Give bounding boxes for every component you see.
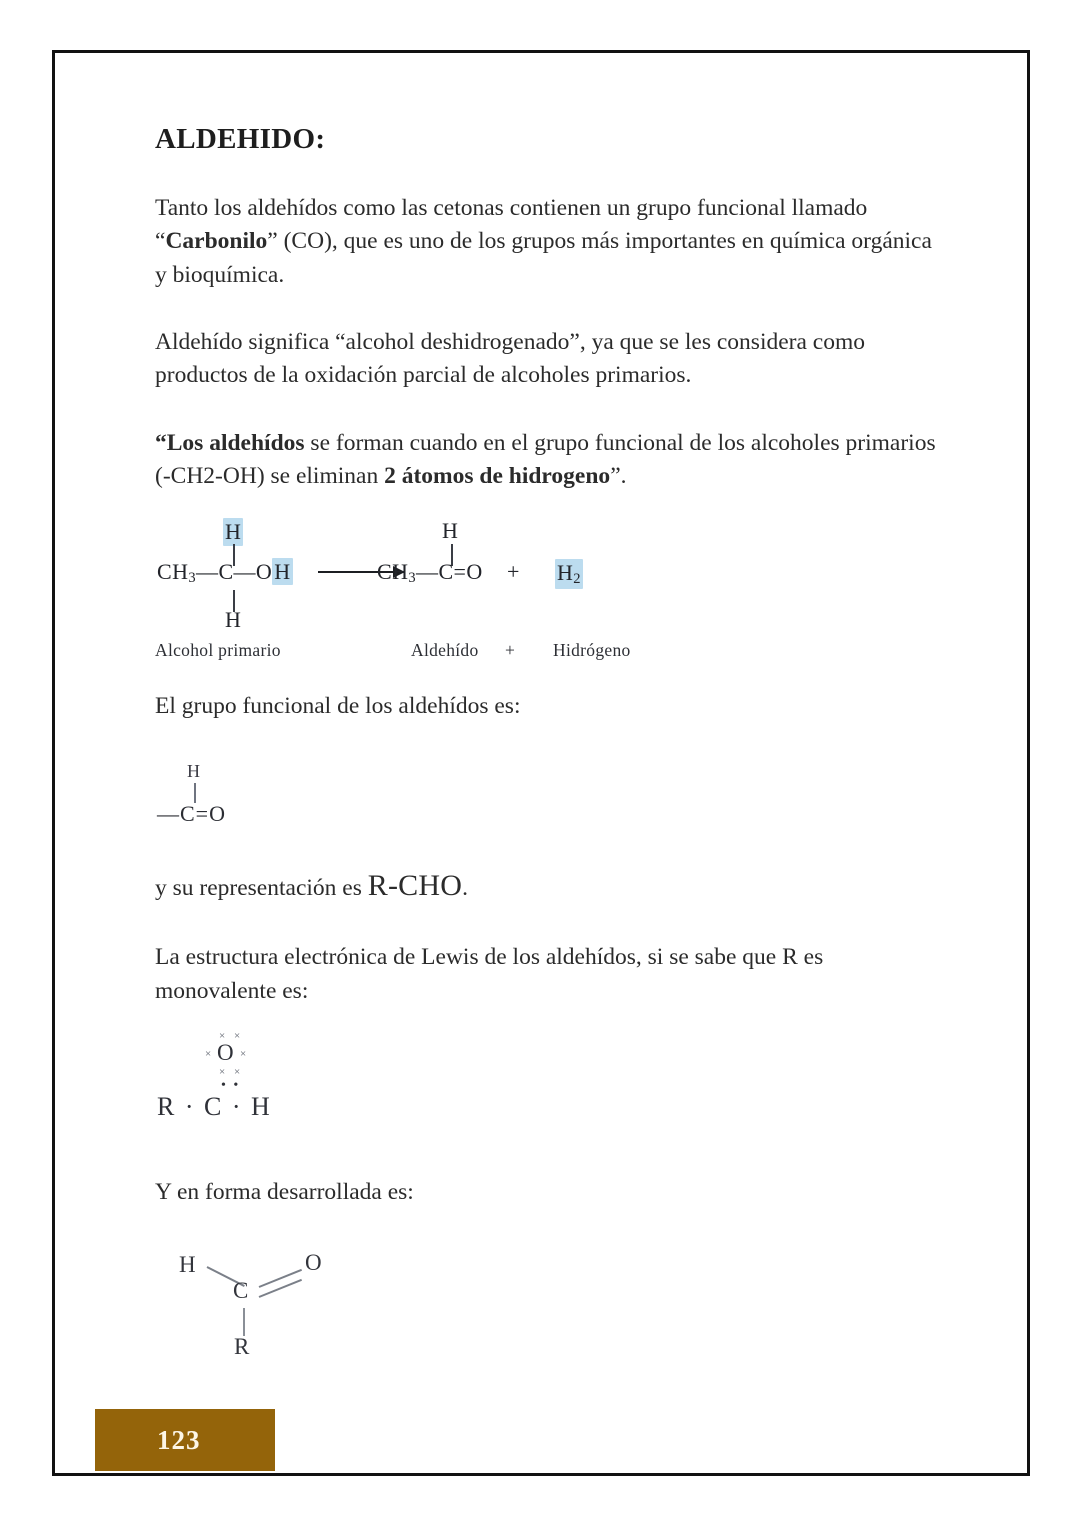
lewis-electrons-right: × [240, 1048, 250, 1061]
lewis-electrons-left: × [205, 1048, 215, 1061]
paragraph-definicion-bold1: Los aldehídos [166, 429, 305, 456]
paragraph-carbonilo-part2: ” (CO), que es uno de los grupos más importantes en química orgánica y bioquímica. [155, 228, 932, 288]
reactant-ch3: CH [157, 558, 189, 584]
product-ch3-sub: 3 [408, 569, 417, 586]
product-c-double-o: —C=O [416, 558, 483, 584]
paragraph-grupo-funcional: El grupo funcional de los aldehídos es: [155, 692, 521, 719]
product-main-chain [377, 559, 483, 587]
developed-bond-c-o-line2 [259, 1278, 302, 1297]
paragraph-representacion-period: . [462, 874, 468, 901]
product-label-plus: + [505, 639, 516, 660]
developed-hydrogen: H [179, 1251, 196, 1277]
reaction-plus-sign: + [507, 558, 520, 584]
product-top-hydrogen: H [442, 517, 459, 543]
paragraph-definicion [155, 427, 945, 494]
page-title: ALDEHIDO: [155, 123, 326, 155]
paragraph-desarrollada: Y en forma desarrollada es: [155, 1179, 414, 1206]
reactant-ch3-sub: 3 [188, 569, 197, 586]
reactant-oh-hydrogen: H [274, 558, 291, 584]
developed-bond-c-r [243, 1308, 245, 1336]
paragraph-carbonilo [155, 192, 945, 292]
developed-bond-c-o-line1 [259, 1268, 302, 1287]
developed-form-diagram [155, 1244, 945, 1384]
product-h-sub: 2 [573, 570, 581, 587]
paragraph-definicion-bold2: 2 átomos de hidrogeno [384, 463, 611, 490]
lewis-electrons-top: × × [219, 1030, 244, 1043]
product-label-aldehyde: Aldehído [411, 639, 479, 660]
paragraph-representacion-text: y su representación es [155, 874, 368, 901]
developed-carbon: C [233, 1277, 249, 1303]
product-h: H [557, 559, 574, 585]
paragraph-representacion [155, 865, 945, 908]
lewis-structure-diagram [155, 1026, 945, 1146]
page-number-badge [95, 1409, 275, 1471]
paragraph-carbonilo-part1: Tanto los aldehídos como las cetonas contienen un grupo funcional llamado “ [155, 195, 868, 255]
page-number: 123 [157, 1424, 201, 1455]
lewis-electrons-bottom: × × [219, 1066, 244, 1079]
developed-oxygen: O [305, 1249, 322, 1275]
product-ch3: CH [377, 558, 409, 584]
paragraph-carbonilo-bold: Carbonilo [165, 228, 268, 255]
functional-group-bond [194, 783, 196, 803]
developed-r-group: R [234, 1333, 250, 1359]
paragraph-significado: Aldehído significa “alcohol deshidrogenado”, ya que se les considera como productos de la oxidación parcial de alcoholes primarios. [155, 329, 865, 389]
reactant-label: Alcohol primario [155, 639, 281, 660]
page-frame [52, 50, 1030, 1476]
product-hydrogen-gas [555, 559, 583, 589]
paragraph-definicion-mid: se forman cuando en el grupo funcional de los alcoholes primarios (-CH2-OH) se eliminan [155, 429, 936, 490]
reactant-bottom-hydrogen: H [225, 606, 242, 632]
page-content [155, 123, 945, 1404]
lewis-main-row: R · C · H [157, 1092, 272, 1122]
reaction-diagram [155, 512, 945, 660]
functional-group-hydrogen: H [187, 760, 200, 781]
functional-group-diagram [155, 757, 945, 847]
paragraph-definicion-end: ”. [610, 463, 627, 490]
lewis-oxygen: O [217, 1040, 234, 1066]
reactant-c-oh: —C—O [196, 558, 273, 584]
paragraph-definicion-quote-open: “ [155, 429, 167, 456]
product-label-hydrogen: Hidrógeno [553, 639, 631, 660]
functional-group-carbonyl: —C=O [157, 800, 226, 826]
formula-rcho: R-CHO [367, 868, 463, 902]
reactant-top-hydrogen: H [225, 518, 242, 544]
lewis-carbon-dots-text: • • [221, 1078, 241, 1094]
reactant-main-chain [157, 559, 293, 587]
paragraph-lewis: La estructura electrónica de Lewis de los aldehídos, si se sabe que R es monovalente es: [155, 944, 824, 1004]
